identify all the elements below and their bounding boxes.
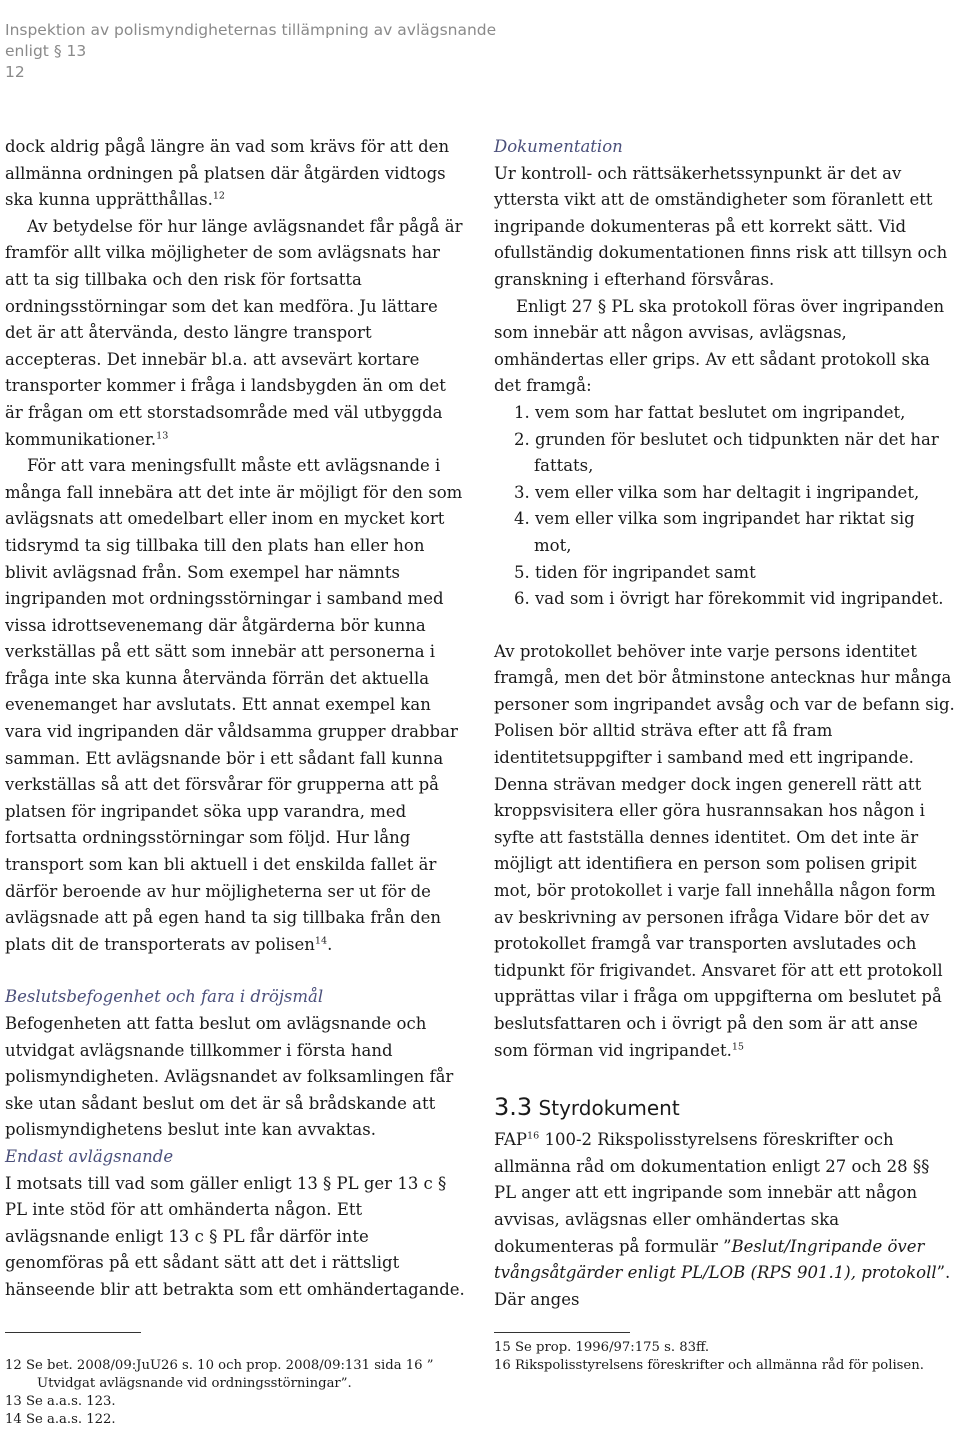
paragraph: Befogenheten att fatta beslut om avlägsnande och utvidgat avlägsnande tillkommer i första hand polismyndigheten. Avlägsnandet av folksamlingen får ske utan sådant beslut om det är så brådskande att polismyndighetens beslut inte kan avvaktas. — [5, 1014, 454, 1140]
paragraph: I motsats till vad som gäller enligt 13 § PL ger 13 c § PL inte stöd för att omhänderta någon. Ett avlägsnande enligt 13 c § PL får därför inte genomföras på ett sådant sätt att det i rättsligt hänseende blir att betrakta som ett omhändertagande. — [5, 1173, 465, 1299]
header-title: Inspektion av polismyndigheternas tillämpning av avlägsnande — [5, 21, 497, 39]
requirements-list — [494, 400, 956, 613]
footnote-rule — [5, 1332, 141, 1333]
section-title: Styrdokument — [538, 1096, 680, 1121]
subheading: Beslutsbefogenhet och fara i dröjsmål — [5, 987, 324, 1007]
subheading: Endast avlägsnande — [5, 1146, 174, 1166]
footnote-ref[interactable]: 13 — [156, 430, 169, 442]
footnote-rule — [494, 1332, 630, 1333]
paragraph: Ur kontroll- och rättsäkerhetssynpunkt är det av yttersta vikt att de omständigheter som föranlett ett ingripande dokumenteras på ett korrekt sätt. Vid ofullständig dokumentationen finns risk att tillsyn och granskning i efterhand försvåras. — [494, 163, 948, 289]
running-header — [5, 20, 496, 83]
list-item: 2. grunden för beslutet och tidpunkten när det har fattats, — [514, 429, 939, 476]
section-heading — [494, 1094, 956, 1121]
paragraph: FAP$^{16}$ 100-2 Rikspolisstyrelsens föreskrifter och allmänna råd om dokumentation enligt 27 och 28 §§ PL anger att ett ingripande som innebär att någon avvisas, avlägsnas eller omhändertas ska dokumenteras på formulär ”Beslut/Ingripande över tvångsåtgärder enligt PL/LOB (RPS 901.1), protokoll”. Där anges — [494, 1130, 951, 1309]
left-column — [5, 134, 467, 1304]
right-column — [494, 134, 956, 1313]
list-item: 3. vem eller vilka som har deltagit i ingripandet, — [514, 482, 920, 502]
section-number: 3.3 — [494, 1093, 533, 1122]
footnotes-left — [5, 1357, 467, 1429]
footnote: 12 Se bet. 2008/09:JuU26 s. 10 och prop. 2008/09:131 sida 16 ” Utvidgat avlägsnande vid ordningsstörningar”. — [5, 1358, 434, 1391]
footnote: 13 Se a.a.s. 123. — [5, 1394, 116, 1409]
paragraph: Av betydelse för hur länge avlägsnandet får pågå är framför allt vilka möjligheter de som avlägsnats har att ta sig tillbaka och den risk för fortsatta ordningsstörningar som det kan medföra. Ju lättare det är att återvända, desto längre transport accepteras. Det innebär bl.a. att avsevärt kortare transporter kommer i fråga i landsbygden än om det är frågan om ett storstadsområde med väl utbyggda kommunikationer.$^{13}$ — [5, 216, 463, 449]
header-subtitle: enligt § 13 — [5, 42, 87, 60]
footnote: 14 Se a.a.s. 122. — [5, 1412, 116, 1427]
page-number: 12 — [5, 63, 25, 81]
paragraph: Enligt 27 § PL ska protokoll föras över ingripanden som innebär att någon avvisas, avlägsnas, omhändertas eller grips. Av ett sådant protokoll ska det framgå: — [494, 296, 945, 396]
footnote-ref[interactable]: 16 — [527, 1130, 540, 1142]
footnote-ref[interactable]: 14 — [314, 935, 328, 947]
footnote: 16 Rikspolisstyrelsens föreskrifter och allmänna råd för polisen. — [494, 1358, 924, 1373]
list-item: 4. vem eller vilka som ingripandet har riktat sig mot, — [514, 509, 915, 555]
footnote: 15 Se prop. 1996/97:175 s. 83ff. — [494, 1340, 710, 1355]
list-item: 5. tiden för ingripandet samt — [514, 562, 756, 582]
footnote-ref[interactable]: 15 — [731, 1041, 745, 1053]
subheading: Dokumentation — [494, 137, 623, 156]
paragraph: dock aldrig pågå längre än vad som krävs för att den allmänna ordningen på platsen där åtgärden vidtogs ska kunna upprätthållas.$^{12}$ — [5, 137, 450, 210]
list-item: 1. vem som har fattat beslutet om ingripandet, — [514, 402, 906, 422]
list-item: 6. vad som i övrigt har förekommit vid ingripandet. — [514, 589, 944, 609]
paragraph: Av protokollet behöver inte varje persons identitet framgå, men det bör åtminstone antecknas hur många personer som ingripandet avsåg och var de befann sig. Polisen bör alltid sträva efter att få fram identitetsuppgifter i samband med ett ingripande. Denna strävan medger dock ingen generell rätt att kroppsvisitera eller göra husrannsakan hos någon i syfte att fastställa dennes identitet. Om det inte är möjligt att identifiera en person som polisen gripit mot, bör protokollet i varje fall innehålla någon form av beskrivning av personen ifråga Vidare bör det av protokollet framgå var transporten avslutades och tidpunkt för frigivandet. Ansvaret för att ett protokoll upprättas vilar i fråga om uppgifterna om beslutet på beslutsfattaren och i övrigt på den som är att anse som förman vid ingripandet.$^{15}$ — [494, 641, 955, 1060]
footnotes-right — [494, 1339, 934, 1375]
footnote-ref[interactable]: 12 — [212, 190, 225, 202]
paragraph: För att vara meningsfullt måste ett avlägsnande i många fall innebära att det inte är möjligt för den som avlägsnats att omedelbart eller inom en mycket kort tidsrymd ta sig tillbaka till den plats han eller hon blivit avlägsnad från. Som exempel har nämnts ingripanden mot ordningsstörningar i samband med vissa idrottsevenemang där åtgärderna bör kunna verkställas på ett sätt som innebär att personerna i fråga inte ska kunna återvända förrän det aktuella evenemanget har avslutats. Ett annat exempel kan vara vid ingripanden där våldsamma grupper drabbar samman. Ett avlägsnande bör i ett sådant fall kunna verkställas så att det försvårar för grupperna att på platsen för ingripandet söka upp varandra, med fortsatta ordningsstörningar som följd. Hur lång transport som kan bli aktuell i det enskilda fallet är därför beroende av hur möjligheterna ser ut för de avlägsnade att på egen hand ta sig tillbaka från den plats dit de transporterats av polisen$^{14}$. — [5, 456, 463, 954]
